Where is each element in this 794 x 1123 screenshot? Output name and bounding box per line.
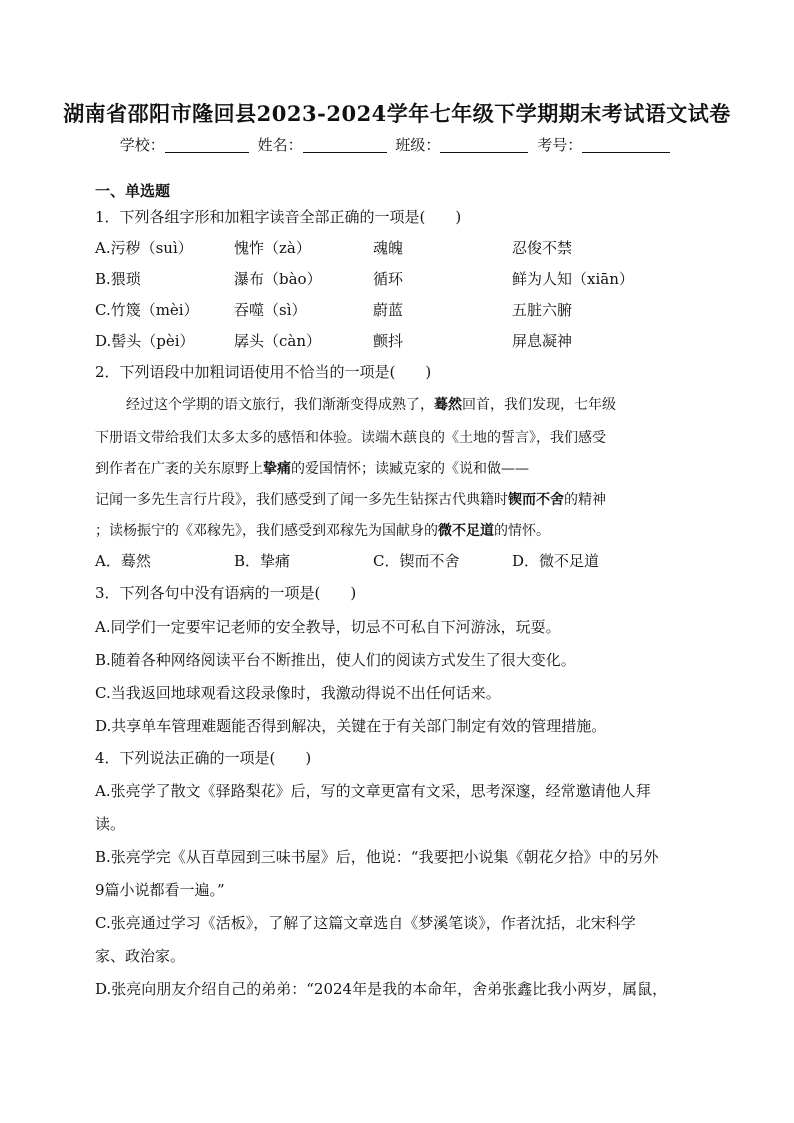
- school-label: 学校：: [119, 136, 165, 154]
- passage-text: 经过这个学期的语文旅行，我们渐渐变得成熟了，: [126, 397, 434, 413]
- number-label: 考号：: [537, 136, 583, 154]
- q1-a-1: A.污秽（suì）: [95, 239, 193, 257]
- q2-option-c: C．锲而不舍: [373, 552, 460, 570]
- q1-stem: 1．下列各组字形和加粗字读音全部正确的一项是( ): [95, 208, 462, 226]
- q3-option-c: C.当我返回地球观看这段录像时，我激动得说不出任何话来。: [95, 684, 501, 702]
- q1-b-4: 鲜为人知（xiān）: [512, 270, 634, 288]
- school-blank[interactable]: [165, 138, 249, 153]
- passage-bold-word: 挚痛: [263, 461, 291, 477]
- name-label: 姓名：: [257, 136, 303, 154]
- q2-option-d: D．微不足道: [512, 552, 600, 570]
- passage-bold-word: 微不足道: [438, 523, 494, 539]
- passage-text: 回首，我们发现，七年级: [462, 397, 616, 413]
- q1-d-2: 孱头（càn）: [234, 332, 322, 350]
- q4-stem: 4．下列说法正确的一项是( ): [95, 749, 312, 767]
- number-blank[interactable]: [582, 138, 670, 153]
- q1-c-1: C.竹篾（mèi）: [95, 301, 199, 319]
- q4-option-b-line-1: B.张亮学完《从百草园到三味书屋》后，他说：“我要把小说集《朝花夕拾》中的另外: [95, 848, 659, 866]
- q1-d-4: 屏息凝神: [512, 332, 573, 350]
- passage-bold-word: 锲而不舍: [508, 492, 564, 508]
- q2-option-a: A．蓦然: [95, 552, 151, 570]
- q2-passage-line-4: [95, 489, 606, 509]
- q4-option-d-line-1: D.张亮向朋友介绍自己的弟弟：“2024年是我的本命年，舍弟张鑫比我小两岁，属鼠，: [95, 980, 668, 998]
- passage-text: 到作者在广袤的关东原野上: [95, 461, 263, 477]
- student-info-line: [0, 134, 794, 155]
- passage-text: 的情怀。: [494, 523, 550, 539]
- q3-stem: 3．下列各句中没有语病的一项是( ): [95, 584, 357, 602]
- q2-stem: 2．下列语段中加粗词语使用不恰当的一项是( ): [95, 363, 432, 381]
- q2-passage-line-5: [95, 520, 550, 540]
- q2-passage-line-2: 下册语文带给我们太多太多的感悟和体验。读端木蕻良的《土地的誓言》，我们感受: [95, 430, 606, 446]
- q3-option-b: B.随着各种网络阅读平台不断推出，使人们的阅读方式发生了很大变化。: [95, 651, 576, 669]
- q1-c-3: 蔚蓝: [373, 301, 404, 319]
- q2-passage-line-3: [95, 458, 529, 478]
- q1-a-4: 忍俊不禁: [512, 239, 573, 257]
- passage-bold-word: 蓦然: [434, 397, 462, 413]
- q3-option-a: A.同学们一定要牢记老师的安全教导，切忌不可私自下河游泳，玩耍。: [95, 618, 561, 636]
- q1-d-3: 颤抖: [373, 332, 404, 350]
- passage-text: 的精神: [564, 492, 606, 508]
- q1-b-1: B.猥琐: [95, 270, 141, 288]
- class-label: 班级：: [395, 136, 441, 154]
- q1-b-2: 瀑布（bào）: [234, 270, 322, 288]
- q2-option-b: B．挚痛: [234, 552, 291, 570]
- q1-b-3: 循环: [373, 270, 404, 288]
- q1-c-2: 吞噬（sì）: [234, 301, 307, 319]
- passage-text: 的爱国情怀；读臧克家的《说和做——: [291, 461, 529, 477]
- name-blank[interactable]: [303, 138, 387, 153]
- q1-c-4: 五脏六腑: [512, 301, 573, 319]
- q4-option-a-line-1: A.张亮学了散文《驿路梨花》后，写的文章更富有文采，思考深邃，经常邀请他人拜: [95, 782, 651, 800]
- q2-passage-line-1: [126, 394, 616, 414]
- passage-text: 记闻一多先生言行片段》，我们感受到了闻一多先生钻探古代典籍时: [95, 492, 508, 508]
- q1-a-2: 愧怍（zà）: [234, 239, 311, 257]
- q4-option-a-line-2: 读。: [95, 815, 126, 833]
- q3-option-d: D.共享单车管理难题能否得到解决，关键在于有关部门制定有效的管理措施。: [95, 717, 607, 735]
- q1-d-1: D.髻头（pèi）: [95, 332, 195, 350]
- section-heading: 一、单选题: [95, 182, 171, 200]
- q4-option-c-line-1: C.张亮通过学习《活板》，了解了这篇文章选自《梦溪笔谈》，作者沈括，北宋科学: [95, 914, 636, 932]
- passage-text: ；读杨振宁的《邓稼先》，我们感受到邓稼先为国献身的: [95, 523, 438, 539]
- q4-option-b-line-2: 9篇小说都看一遍。”: [95, 881, 225, 899]
- exam-title: 湖南省邵阳市隆回县2023-2024学年七年级下学期期末考试语文试卷: [63, 101, 731, 126]
- q1-a-3: 魂魄: [373, 239, 404, 257]
- q4-option-c-line-2: 家、政治家。: [95, 947, 186, 965]
- class-blank[interactable]: [440, 138, 528, 153]
